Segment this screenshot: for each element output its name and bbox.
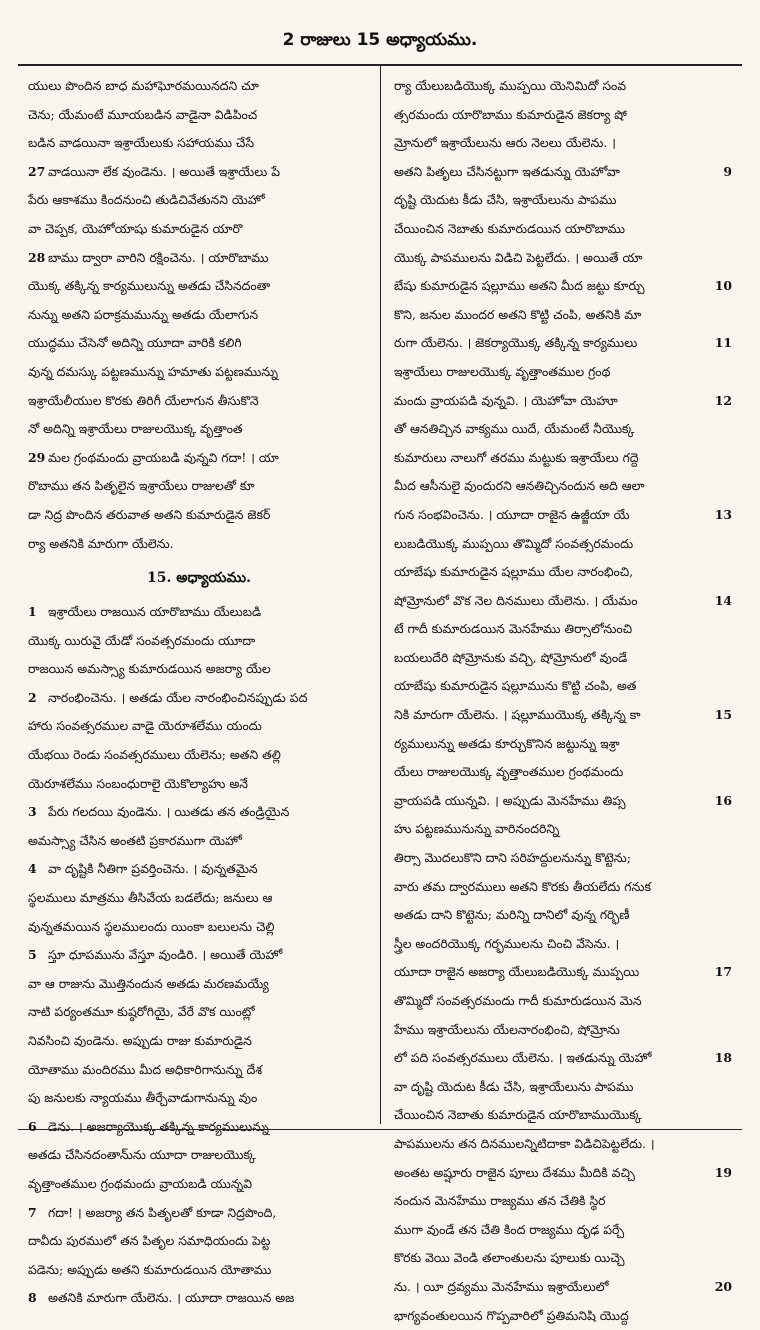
- line-text: యెరూశలేము సంబంధురాలై యెకొల్యాహు అనే: [28, 775, 248, 791]
- line-text: డా నిద్ర పొందిన తరువాత అతని కుమారుడైన జెకర్: [28, 506, 271, 522]
- bible-page: [18, 20, 742, 1323]
- line-text: మందు వ్రాయపడి వున్నవి. । యెహోవా యెహూ: [394, 392, 618, 408]
- text-line: [394, 558, 732, 587]
- line-text: త్సరమందు యారొబాము కుమారుడైన జెకర్యా షో: [394, 106, 627, 122]
- line-text: టే గాదీ కుమారుడయిన మెనహేము తిర్సాలోనుంచి: [394, 621, 633, 637]
- line-text: తో ఆనతిచ్చిన వాక్యము యిదే, యేమంటే నీయొక్క: [394, 421, 635, 437]
- line-text: కొరకు వెయి వెండి తలాంతులను పూలుకు యిచ్చె: [394, 1250, 625, 1266]
- line-text: యాబేషు కుమారుడైన షల్లూము యేల నారంభించి,: [394, 564, 634, 580]
- line-text: లో పది సంవత్సరములు యేలెను. । ఇతడున్ను యెహో: [394, 1050, 652, 1066]
- line-text: పడెను; అప్పుడు అతని కుమారుడయిన యోతాము: [28, 1261, 272, 1277]
- line-text: చేయించిన నెబాతు కుమారుడయిన యారొబాము: [394, 220, 625, 236]
- verse-number: 8: [28, 1290, 37, 1306]
- line-text: అంతట అష్షూరు రాజైన పూలు దేశము మీదికి వచ్చి: [394, 1164, 635, 1180]
- line-text: అతని పితృలు చేసినట్టుగా ఇతడున్ను యెహోవా: [394, 163, 620, 179]
- text-columns: [18, 66, 742, 1323]
- left-column-text-after-heading: [28, 598, 370, 1313]
- line-text: యొక్క తక్కిన్న కార్యములున్ను అతడు చేసినదంతా: [28, 278, 271, 294]
- text-line: [394, 873, 732, 902]
- line-text: స్తూ ధూపమును వేస్తూ వుండిరి. । అయితే యెహో: [48, 947, 283, 963]
- text-line: [394, 1244, 732, 1273]
- text-line: [28, 1199, 370, 1228]
- text-line: [28, 472, 370, 501]
- verse-number: 18: [714, 1050, 732, 1066]
- line-text: వారు తమ ద్వారములు అతని కొరకు తీయలేదు గనుక: [394, 878, 651, 894]
- text-line: [394, 1216, 732, 1245]
- text-line: [28, 827, 370, 856]
- verse-number: 20: [714, 1278, 732, 1294]
- line-text: ను. । యీ ద్రవ్యము మెనహేము ఇశ్రాయేలులో: [394, 1278, 609, 1294]
- line-text: స్థలములు మాత్రము తీసివేయ బడలేదు; జనులు ఆ: [28, 890, 273, 906]
- text-line: [28, 272, 370, 301]
- line-text: నందున మెనహేము రాజ్యము తన చేతికి స్థిర: [394, 1193, 606, 1209]
- line-text: బడిన వాడయినా ఇశ్రాయేలుకు సహాయము చేసే: [28, 135, 255, 151]
- verse-number: 27: [28, 163, 46, 179]
- text-line: [394, 672, 732, 701]
- line-text: రాజయిన అమస్స్యా కుమారుడయిన అజర్యా యేల: [28, 661, 271, 677]
- text-line: [394, 129, 732, 158]
- verse-number: 28: [28, 249, 46, 265]
- verse-number: 9: [723, 163, 732, 179]
- line-text: వా చెప్పక, యెహోయాషు కుమారుడైన యారొ: [28, 220, 243, 236]
- line-text: వాడయినా లేక వుండెను. । అయితే ఇశ్రాయేలు పే: [48, 163, 281, 179]
- text-line: [394, 272, 732, 301]
- text-line: [28, 1170, 370, 1199]
- line-text: మీద ఆసీనులై వుందురని ఆనతిచ్చినందున అది ఆలా: [394, 478, 645, 494]
- text-line: [28, 444, 370, 473]
- text-line: [28, 72, 370, 101]
- line-text: నాటి పర్యంతమూ కుష్ఠరోగియై, వేరే వొక యింట్లో: [28, 1004, 255, 1020]
- verse-number: 14: [714, 592, 732, 608]
- line-text: అతడు దాని కొట్టెను; మరిన్ని దానిలో వున్న గర్భిణీ: [394, 907, 630, 923]
- line-text: హు పట్టణమునున్ను వారినందరిన్ని: [394, 821, 560, 837]
- text-line: [28, 941, 370, 970]
- text-line: [394, 1073, 732, 1102]
- verse-number: 6: [28, 1118, 37, 1134]
- text-line: [28, 358, 370, 387]
- line-text: అతనికి మారుగా యేలెను. । యూదా రాజయిన అజ: [48, 1290, 295, 1306]
- line-text: వా ఆ రాజును మొత్తినందున అతడు మరణమయ్యే: [28, 975, 269, 991]
- verse-number: 16: [714, 792, 732, 808]
- page-header: [18, 20, 742, 66]
- text-line: [28, 1256, 370, 1285]
- text-line: [28, 598, 370, 627]
- text-line: [394, 701, 732, 730]
- line-text: మ్రోనులో ఇశ్రాయేలును ఆరు నెలలు యేలెను. ।: [394, 135, 617, 151]
- line-text: దావీదు పురములో తన పితృల సమాధియందు పెట్ట: [28, 1233, 271, 1249]
- line-text: చేయించిన నెబాతు కుమారుడైన యారొబాముయొక్క: [394, 1107, 642, 1123]
- text-line: [394, 444, 732, 473]
- text-line: [394, 730, 732, 759]
- left-column-text-before-heading: [28, 72, 370, 558]
- text-line: [394, 72, 732, 101]
- text-line: [394, 186, 732, 215]
- text-line: [394, 1187, 732, 1216]
- text-line: [28, 741, 370, 770]
- text-line: [28, 712, 370, 741]
- text-line: [28, 855, 370, 884]
- text-line: [28, 329, 370, 358]
- text-line: [394, 358, 732, 387]
- text-line: [394, 244, 732, 273]
- right-column: [380, 66, 742, 1323]
- text-line: [394, 901, 732, 930]
- line-text: వా దృష్టి యెదుట కీడు చేసి, ఇశ్రాయేలును పాపము: [394, 1078, 634, 1094]
- page-title: 2 రాజులు 15 అధ్యాయము.: [282, 30, 478, 50]
- text-line: [28, 1027, 370, 1056]
- line-text: వృత్తాంతముల గ్రంథమందు వ్రాయబడి యున్నవి: [28, 1175, 253, 1191]
- text-line: [394, 1016, 732, 1045]
- text-line: [28, 387, 370, 416]
- line-text: భాగ్యవంతులయిన గొప్పవారిలో ప్రతిమనిషి యొద్ద: [394, 1307, 629, 1323]
- line-text: యుద్ధము చేసెనో అదిన్ని యూదా వారికి కలిగి: [28, 335, 242, 351]
- verse-number: 2: [28, 689, 37, 705]
- text-line: [394, 787, 732, 816]
- line-text: పాపములను తన దినములన్నిటిదాకా విడిచిపెట్టలేదు. ।: [394, 1135, 655, 1151]
- line-text: రుగా యేలెను. । జెకర్యాయొక్క తక్కిన్న కార్యములు: [394, 335, 638, 351]
- verse-number: 7: [28, 1204, 37, 1220]
- line-text: బాము ద్వారా వారిని రక్షించెను. । యారొబాము: [48, 249, 269, 265]
- line-text: వ్రాయపడి యున్నవి. । అప్పుడు మెనహేము తిప్స: [394, 792, 626, 808]
- line-text: పు జనులకు న్యాయము తీర్చేవాడుగానున్ను వుం: [28, 1090, 258, 1106]
- text-line: [394, 1044, 732, 1073]
- text-line: [28, 913, 370, 942]
- text-line: [394, 530, 732, 559]
- text-line: [394, 1302, 732, 1330]
- line-text: డెను. । అజర్యాయొక్క తక్కిన్న కార్యములున్ను: [48, 1118, 269, 1134]
- text-line: [394, 987, 732, 1016]
- line-text: షోమ్రోనులో వొక నెల దినములు యేలెను. । యేమం: [394, 592, 638, 608]
- verse-number: 10: [714, 278, 732, 294]
- line-text: స్త్రీల అందరియొక్క గర్భములను చించి వేసెను. ।: [394, 935, 620, 951]
- text-line: [28, 770, 370, 799]
- line-text: యేభయి రెండు సంవత్సరములు యేలెను; అతని తల్లి: [28, 747, 281, 763]
- text-line: [28, 1056, 370, 1085]
- line-text: గదా! । అజర్యా తన పితృలతో కూడా నిద్రపొంది,: [48, 1204, 277, 1220]
- line-text: నారంభించెను. । అతడు యేల నారంభించినప్పుడు పద: [48, 689, 308, 705]
- text-line: [394, 415, 732, 444]
- line-text: ఇశ్రాయేలీయుల కొరకు తిరిగీ యేలాగున తీసుకొనె: [28, 392, 259, 408]
- text-line: [28, 1284, 370, 1313]
- verse-number: 5: [28, 947, 37, 963]
- text-line: [394, 930, 732, 959]
- text-line: [28, 186, 370, 215]
- line-text: యేలు రాజులయొక్క వృత్తాంతముల గ్రంథమందు: [394, 764, 624, 780]
- text-line: [394, 615, 732, 644]
- text-line: [28, 244, 370, 273]
- line-text: ర్యా అతనికి మారుగా యేలెను.: [28, 535, 174, 551]
- line-text: మల గ్రంథమందు వ్రాయబడి వున్నవి గదా! । యా: [48, 449, 279, 465]
- text-line: [28, 1141, 370, 1170]
- line-text: యొక్క యిరువై యేడో సంవత్సరమందు యూదా: [28, 632, 256, 648]
- verse-number: 4: [28, 861, 37, 877]
- line-text: కుమారులు నాలుగో తరము మట్టుకు ఇశ్రాయేలు గద్దె: [394, 449, 639, 465]
- text-line: [394, 301, 732, 330]
- line-text: యులు పొందిన బాధ మహాఘోరమయినదని చూ: [28, 78, 259, 93]
- line-text: హేము ఇశ్రాయేలును యేలనారంభించి, షోమ్రోను: [394, 1021, 620, 1037]
- text-line: [28, 415, 370, 444]
- line-text: యొక్క పాపములను విడిచి పెట్టలేదు. । అయితే యా: [394, 249, 643, 265]
- text-line: [28, 158, 370, 187]
- right-column-text: [394, 72, 732, 1330]
- line-text: యాబేషు కుమారుడైన షల్లూమును కొట్టి చంపి, అత: [394, 678, 637, 694]
- line-text: తిర్సా మొదలుకొని దాని సరిహద్దులనున్ను కొట్టెను;: [394, 850, 631, 866]
- text-line: [394, 844, 732, 873]
- text-line: [394, 1273, 732, 1302]
- line-text: యోతాము మందిరము మీద అధికారిగానున్ను దేశ: [28, 1061, 263, 1077]
- line-text: వున్నతమయిన స్థలములందు యింకా బలులను చెల్లి: [28, 918, 275, 934]
- line-text: నివసించి వుండెను. అప్పుడు రాజు కుమారుడైన: [28, 1033, 252, 1048]
- line-text: నికి మారుగా యేలెను. । షల్లూముయొక్క తక్కిన్న కా: [394, 707, 641, 723]
- line-text: బయలుదేరి షోమ్రోనుకు వచ్చి, షోమ్రోనులో వుండే: [394, 649, 628, 665]
- text-line: [394, 758, 732, 787]
- text-line: [28, 530, 370, 559]
- left-column: [18, 66, 380, 1306]
- line-text: అమస్స్యా చేసిన అంతటి ప్రకారముగా యెహో: [28, 832, 242, 848]
- text-line: [394, 815, 732, 844]
- line-text: రొబాము తన పితృలైన ఇశ్రాయేలు రాజులతో కూ: [28, 478, 255, 494]
- verse-number: 12: [714, 392, 732, 408]
- line-text: చెను; యేమంటే మూయబడిన వాడైనా విడిపించ: [28, 106, 258, 122]
- line-text: దృష్టి యెదుట కీడు చేసి, ఇశ్రాయేలును పాపము: [394, 192, 617, 208]
- line-text: కొని, జనుల ముందర అతని కొట్టి చంపి, అతనికి మా: [394, 306, 642, 322]
- verse-number: 29: [28, 449, 46, 465]
- text-line: [394, 644, 732, 673]
- line-text: హారు సంవత్సరముల వాడై యెరూశలేము యందు: [28, 718, 262, 734]
- chapter-heading: 15. అధ్యాయము.: [147, 570, 251, 587]
- line-text: తొమ్మిదో సంవత్సరమందు గాదీ కుమారుడయిన మెన: [394, 993, 642, 1008]
- text-line: [394, 587, 732, 616]
- text-line: [28, 1084, 370, 1113]
- text-line: [394, 101, 732, 130]
- text-line: [394, 1159, 732, 1188]
- line-text: నున్ను అతని పరాక్రమమున్ను అతడు యేలాగున: [28, 306, 259, 322]
- text-line: [28, 684, 370, 713]
- text-line: [28, 101, 370, 130]
- text-line: [28, 215, 370, 244]
- line-text: అతడు చేసినదంతాను్ను యూదా రాజులయొక్క: [28, 1147, 256, 1163]
- line-text: ఇశ్రాయేలు రాజులయొక్క వృత్తాంతముల గ్రంథ: [394, 363, 611, 379]
- line-text: ర్యా యేలుబడియొక్క ముప్పయి యెనిమిదో సంవ: [394, 78, 627, 93]
- text-line: [394, 958, 732, 987]
- text-line: [394, 472, 732, 501]
- text-line: [394, 329, 732, 358]
- verse-number: 13: [714, 506, 732, 522]
- verse-number: 17: [714, 964, 732, 980]
- text-line: [394, 1130, 732, 1159]
- line-text: పేరు గలదయి వుండెను. । యితడు తన తండ్రియైన: [48, 804, 290, 820]
- line-text: లుబడియొక్క ముప్పయి తొమ్మిదో సంవత్సరమందు: [394, 535, 634, 551]
- line-text: నో అదిన్ని ఇశ్రాయేలు రాజులయొక్క వృత్తాంత: [28, 421, 243, 437]
- text-line: [28, 627, 370, 656]
- line-text: వా దృష్టికి నీతిగా ప్రవర్తించెను. । వున్నతమైన: [48, 861, 258, 877]
- text-line: [394, 501, 732, 530]
- text-line: [28, 998, 370, 1027]
- line-text: వున్న దమస్కు పట్టణమున్ను హమాతు పట్టణమున్ను: [28, 363, 279, 379]
- text-line: [28, 655, 370, 684]
- text-line: [394, 387, 732, 416]
- text-line: [394, 215, 732, 244]
- verse-number: 1: [28, 604, 37, 620]
- text-line: [28, 970, 370, 999]
- verse-number: 11: [714, 335, 732, 351]
- line-text: ముగా వుండే తన చేతి కింద రాజ్యము దృఢ పర్చే: [394, 1221, 625, 1237]
- text-line: [28, 1113, 370, 1142]
- text-line: [28, 798, 370, 827]
- text-line: [28, 129, 370, 158]
- line-text: గున సంభవించెను. । యూదా రాజైన ఉజ్జీయా యే: [394, 506, 630, 522]
- line-text: పేరు ఆకాశము కిందనుంచి తుడిచివేతునని యెహో: [28, 192, 265, 208]
- line-text: బేషు కుమారుడైన షల్లూము అతని మీద జట్టు కూర్చు: [394, 278, 645, 294]
- verse-number: 19: [714, 1164, 732, 1180]
- verse-number: 3: [28, 804, 37, 820]
- line-text: యూదా రాజైన అజర్యా యేలుబడియొక్క ముప్పయి: [394, 964, 640, 980]
- text-line: [28, 884, 370, 913]
- line-text: ఇశ్రాయేలు రాజయిన యారొబాము యేలుబడి: [48, 604, 262, 620]
- line-text: ర్యములున్ను అతడు కూర్చుకొనిన జట్టున్ను ఇశ్రా: [394, 735, 620, 751]
- verse-number: 15: [714, 707, 732, 723]
- text-line: [28, 501, 370, 530]
- text-line: [394, 1101, 732, 1130]
- text-line: [394, 158, 732, 187]
- text-line: [28, 1227, 370, 1256]
- bottom-rule: [18, 1129, 742, 1130]
- text-line: [28, 301, 370, 330]
